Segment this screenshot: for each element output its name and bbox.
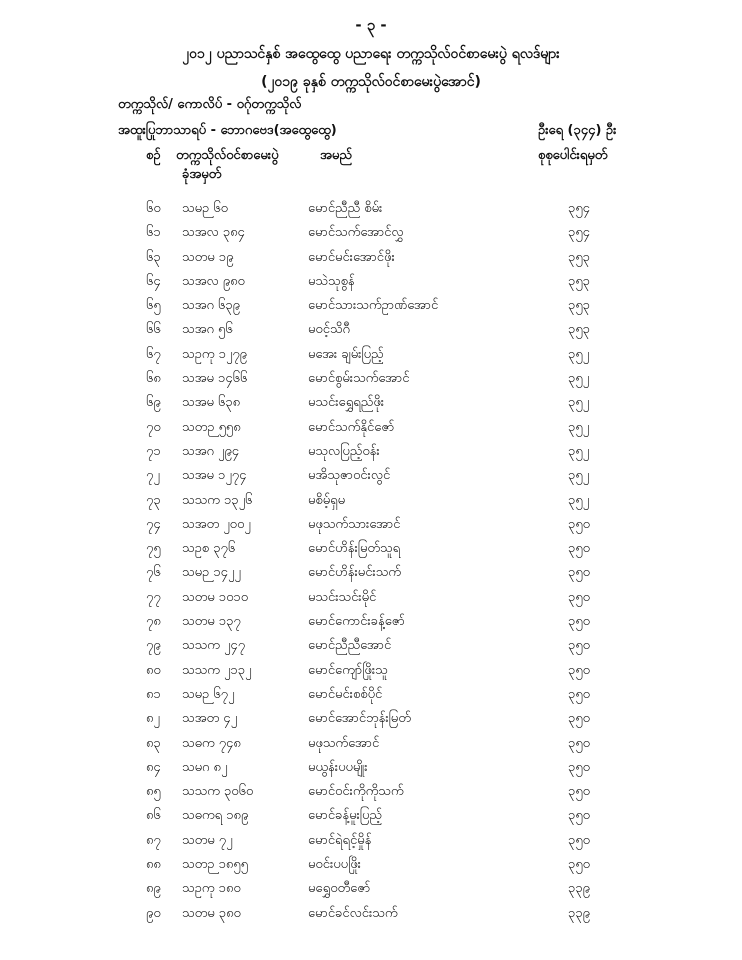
table-row — [0, 783, 742, 807]
row-number: ၇၇ — [146, 589, 161, 605]
total-score: ၃၅၀ — [568, 565, 590, 581]
table-row — [0, 880, 742, 904]
roll-number: သတမ ၇၂ — [182, 832, 233, 848]
table-row — [0, 807, 742, 831]
table-row — [0, 856, 742, 880]
student-name: မောင်ခင်လင်းသက် — [308, 905, 398, 921]
row-number: ၈၃ — [146, 735, 161, 751]
table-row — [0, 200, 742, 224]
roll-number: သသက ၂၁၃၂ — [182, 662, 252, 678]
row-number: ၇၃ — [146, 492, 161, 508]
student-name: မောင်သားသက်ဥာဏ်အောင် — [308, 298, 439, 314]
student-name: မောင်ညီညီ စိမ်း — [308, 201, 383, 216]
total-score: ၃၅၂ — [568, 468, 590, 484]
table-row — [0, 370, 742, 394]
table-row — [0, 321, 742, 345]
student-name: မောင်အောင်ဘုန်းမြတ် — [308, 711, 411, 727]
student-name: မရွှေဝတီဇော် — [308, 881, 371, 897]
student-name: မဝင်းပပဖြိုး — [308, 857, 361, 873]
student-name: မသုလပြည့်ဝန်း — [308, 443, 380, 459]
row-number: ၇၄ — [146, 516, 161, 532]
results-list — [0, 200, 742, 929]
total-score: ၃၅၄ — [568, 225, 590, 241]
major-line: အထူးပြုဘာသာရပ် - ဘောဂဗေဒ(အထွေထွေ) — [118, 123, 337, 138]
total-score: ၃၅၀ — [568, 784, 590, 800]
header-total-score: စုစုပေါင်းရမှတ် — [538, 148, 608, 163]
table-row — [0, 394, 742, 418]
table-row — [0, 710, 742, 734]
table-row — [0, 346, 742, 370]
table-row — [0, 492, 742, 516]
student-name: မောင်ကောင်းခန့်ဇော် — [308, 614, 405, 630]
student-name: မောင်ကျော်ဖြိုးသူ — [308, 662, 388, 678]
roll-number: သအမ ၁၄၆၆ — [182, 371, 248, 387]
document-title: ၂၀၁၂ ပညာသင်နှစ် အထွေထွေ ပညာရေး တက္ကသိုလ်ဝင်စာမေးပွဲ ရလဒ်များ — [182, 46, 560, 62]
student-name: မယွန်းပပမျိုး — [308, 759, 368, 775]
roll-number: သတဉ ၅၅၈ — [182, 419, 241, 435]
row-number: ၇၆ — [146, 565, 161, 581]
total-score: ၃၅၃ — [568, 298, 590, 314]
total-score: ၃၅၀ — [568, 711, 590, 727]
student-name: မောင်သက်အောင်လွှ — [308, 225, 404, 241]
total-score: ၃၅၀ — [568, 589, 590, 605]
roll-number: သအဂ ၆၃၉ — [182, 298, 240, 314]
row-number: ၇၁ — [146, 443, 161, 459]
student-name: မဖုသက်အောင် — [308, 735, 380, 751]
total-score: ၃၅၂ — [568, 395, 590, 411]
table-row — [0, 297, 742, 321]
student-name: မောင်မင်းအောင်ဖိုး — [308, 249, 395, 265]
row-number: ၆၀ — [146, 201, 161, 216]
table-row — [0, 589, 742, 613]
header-roll-number-line2: ခုံအမှတ် — [182, 167, 222, 182]
student-name: မောင်ဟိန်းမင်းသက် — [308, 565, 402, 581]
row-number: ၈၉ — [146, 881, 161, 897]
roll-number: သတမ ၁၉ — [182, 249, 234, 265]
student-name: မသင်းရွှေရည်ဖိုး — [308, 395, 385, 411]
total-score: ၃၅၀ — [568, 662, 590, 678]
total-score: ၃၅၀ — [568, 857, 590, 873]
row-number: ၆၈ — [146, 371, 161, 387]
student-name: မောင်ရဲရင့်မှိုန် — [308, 832, 372, 848]
row-number: ၇၉ — [146, 638, 161, 654]
row-number: ၉၀ — [146, 905, 161, 921]
total-score: ၃၅၀ — [568, 614, 590, 630]
table-row — [0, 419, 742, 443]
roll-number: သတဉ ၁၈၅၅ — [182, 857, 248, 873]
student-name: မစိမ့်ရှမ — [308, 492, 346, 508]
table-row — [0, 686, 742, 710]
row-number: ၈၅ — [146, 784, 161, 800]
roll-number: သဥကု ၁၈၀ — [182, 881, 241, 897]
student-name: မောင်ဟိန်းမြတ်သူရ — [308, 541, 401, 557]
row-number: ၈၄ — [146, 759, 161, 775]
row-number: ၆၁ — [146, 225, 161, 241]
total-score: ၃၅၀ — [568, 832, 590, 848]
student-name: မဖုသက်သားအောင် — [308, 516, 401, 532]
roll-number: သမဉ ၆၀ — [182, 201, 228, 216]
student-name: မောင်စွမ်းသက်အောင် — [308, 371, 410, 387]
total-score: ၃၅၂ — [568, 492, 590, 508]
roll-number: သအတ ၄၂ — [182, 711, 237, 727]
total-score: ၃၅၀ — [568, 808, 590, 824]
row-number: ၈၈ — [146, 857, 161, 873]
row-number: ၈၁ — [146, 686, 161, 702]
page-number: - ၃ - — [355, 16, 387, 34]
roll-number: သအမ ၆၃၈ — [182, 395, 241, 411]
table-row — [0, 443, 742, 467]
roll-number: သတမ ၁၃၇ — [182, 614, 241, 630]
student-name: မောင်မင်းစစ်ပိုင် — [308, 686, 383, 702]
table-row — [0, 735, 742, 759]
header-no: စဉ် — [146, 148, 161, 163]
total-score: ၃၅၂ — [568, 443, 590, 459]
total-score: ၃၅၂ — [568, 419, 590, 435]
total-score: ၃၅၃ — [568, 249, 590, 265]
table-row — [0, 637, 742, 661]
roll-number: သအလ ၃၈၄ — [182, 225, 245, 241]
roll-number: သဥကု ၁၂၇၉ — [182, 346, 247, 362]
student-name: မသင်းသင်းမိုင် — [308, 589, 377, 605]
row-number: ၆၅ — [146, 298, 161, 314]
row-number: ၇၂ — [146, 468, 160, 484]
roll-number: သတမ ၃၈၀ — [182, 905, 241, 921]
total-score: ၃၅၀ — [568, 686, 590, 702]
student-name: မောင်ခန့်မူးပြည့် — [308, 808, 382, 824]
roll-number: သအဂ ၂၉၄ — [182, 443, 240, 459]
roll-number: သမဉ ၁၄၂၂ — [182, 565, 241, 581]
student-name: မသဲသုစွန် — [308, 273, 355, 289]
row-number: ၈၂ — [146, 711, 160, 727]
row-number: ၈၀ — [146, 662, 161, 678]
row-number: ၆၆ — [146, 322, 161, 338]
total-score: ၃၅၀ — [568, 759, 590, 775]
table-row — [0, 224, 742, 248]
university-line: တက္ကသိုလ်/ ကောလိပ် - ဝဂ်ုတက္ကသိုလ် — [118, 97, 302, 112]
table-row — [0, 516, 742, 540]
student-name: မအိသုဇာဝင်းလွင် — [308, 468, 391, 484]
table-row — [0, 540, 742, 564]
row-number: ၆၇ — [146, 346, 161, 362]
roll-number: သဓကရ ၁၈၉ — [182, 808, 249, 824]
roll-number: သအတ ၂၀၀၂ — [182, 516, 251, 532]
row-number: ၇၀ — [146, 419, 161, 435]
total-score: ၃၃၉ — [568, 881, 590, 897]
row-number: ၆၉ — [146, 395, 161, 411]
row-number: ၈၇ — [146, 832, 161, 848]
roll-number: သဥစ ၃၇၆ — [182, 541, 236, 557]
roll-number: သတမ ၁၀၁၀ — [182, 589, 249, 605]
row-number: ၆၃ — [146, 249, 161, 265]
document-subtitle: (၂၀၁၉ ခုနှစ် တက္ကသိုလ်ဝင်စာမေးပွဲအောင်) — [261, 74, 481, 90]
total-score: ၃၅၂ — [568, 346, 590, 362]
table-row — [0, 467, 742, 491]
total-score: ၃၅၂ — [568, 371, 590, 387]
roll-number: သအမ ၁၂၇၄ — [182, 468, 247, 484]
total-score: ၃၅၄ — [568, 201, 590, 216]
roll-number: သမဂ ၈၂ — [182, 759, 228, 775]
total-score: ၃၅၃ — [568, 273, 590, 289]
roll-number: သအလ ၉၈၀ — [182, 273, 245, 289]
roll-number: သမဉ ၆၇၂ — [182, 686, 235, 702]
roll-number: သသက ၂၄၇ — [182, 638, 246, 654]
table-row — [0, 249, 742, 273]
total-score: ၃၅၀ — [568, 541, 590, 557]
total-score: ၃၅၀ — [568, 516, 590, 532]
student-name: မောင်ညီညီအောင် — [308, 638, 392, 654]
table-row — [0, 613, 742, 637]
roll-number: သသက ၃၀၆၀ — [182, 784, 254, 800]
header-name: အမည် — [320, 148, 352, 163]
row-number: ၇၅ — [146, 541, 161, 557]
student-name: မဝင့်သိဂီ — [308, 322, 350, 338]
total-score: ၃၃၉ — [568, 905, 590, 921]
total-score: ၃၅၀ — [568, 735, 590, 751]
total-score: ၃၅၃ — [568, 322, 590, 338]
table-row — [0, 662, 742, 686]
total-score: ၃၅၀ — [568, 638, 590, 654]
header-roll-number: တက္ကသိုလ်ဝင်စာမေးပွဲ — [176, 148, 279, 163]
table-row — [0, 759, 742, 783]
student-count: ဦးရေ (၃၄၄) ဦး — [538, 123, 617, 138]
roll-number: သဓက ၇၄၈ — [182, 735, 241, 751]
table-row — [0, 564, 742, 588]
student-name: မအေး ချမ်းပြည့် — [308, 346, 384, 362]
roll-number: သသက ၁၃၂၆ — [182, 492, 253, 508]
student-name: မောင်ဝင်းကိုကိုသက် — [308, 784, 404, 800]
table-row — [0, 273, 742, 297]
row-number: ၆၄ — [146, 273, 161, 289]
roll-number: သအဂ ၅၆ — [182, 322, 233, 338]
row-number: ၈၆ — [146, 808, 161, 824]
table-row — [0, 832, 742, 856]
student-name: မောင်သက်နိုင်ဇော် — [308, 419, 395, 435]
row-number: ၇၈ — [146, 614, 161, 630]
table-row — [0, 905, 742, 929]
